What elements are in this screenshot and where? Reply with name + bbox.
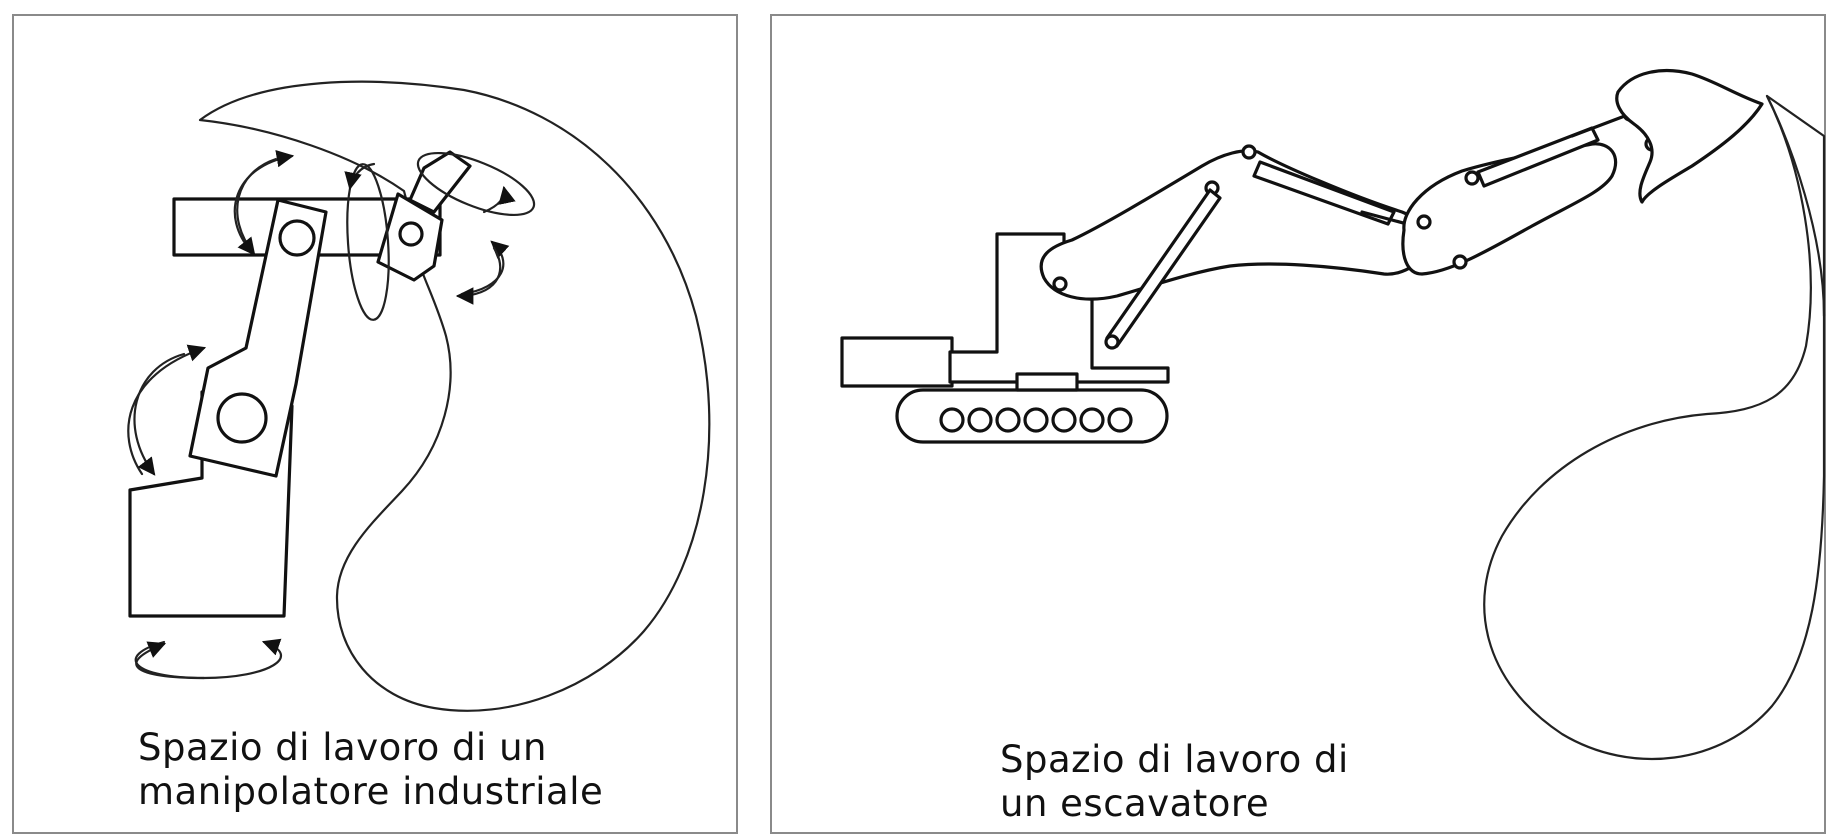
excavator-boom-pin-top [1243, 146, 1255, 158]
excavator-stick-pin-lower [1454, 256, 1466, 268]
excavator-bucket-cylinder-rod [1572, 114, 1630, 136]
caption-manipulator-line1: Spazio di lavoro di un [138, 726, 547, 769]
excavator-boom-cylinder-pin [1106, 336, 1118, 348]
caption-excavator-line1: Spazio di lavoro di [1000, 738, 1349, 781]
excavator-boom [1041, 151, 1432, 299]
excavator-counterweight [842, 338, 952, 386]
excavator-boom-foot-pin [1054, 278, 1066, 290]
manipulator-elbow-joint [218, 394, 266, 442]
arrow-wrist-bend-back [458, 248, 500, 296]
caption-manipulator-line2: manipolatore industriale [138, 770, 604, 813]
excavator-diagram [772, 16, 1828, 836]
caption-excavator-line2: un escavatore [1000, 782, 1270, 825]
excavator-bucket [1617, 71, 1762, 202]
panel-excavator [770, 14, 1826, 834]
panel-industrial-manipulator [12, 14, 738, 834]
excavator-swing-bearing [1017, 374, 1077, 390]
caption-excavator [1000, 738, 1349, 826]
manipulator-diagram [14, 16, 740, 836]
caption-manipulator [138, 726, 603, 814]
arrow-wrist-bend [462, 242, 503, 294]
manipulator-shoulder-joint [280, 221, 314, 255]
arrow-tool-rotation [484, 188, 504, 212]
manipulator-wrist-joint [400, 223, 422, 245]
excavator-stick-pin-upper [1466, 172, 1478, 184]
excavator-stick-pin [1418, 216, 1430, 228]
